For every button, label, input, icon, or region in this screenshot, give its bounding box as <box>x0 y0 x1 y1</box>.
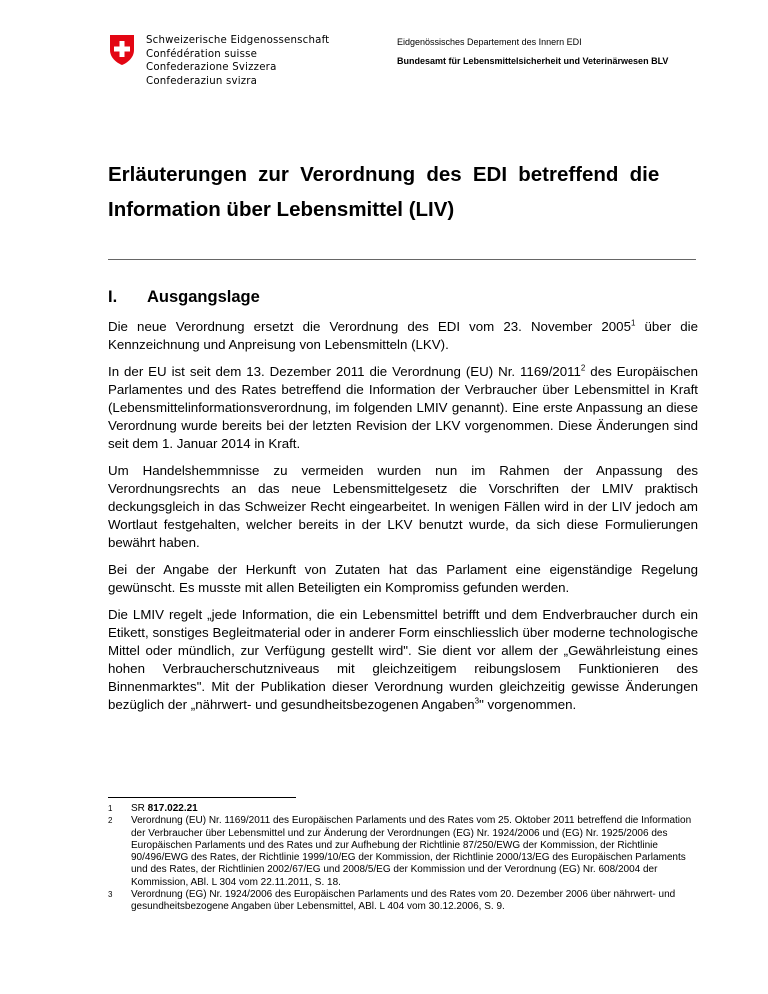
conf-name-fr: Confédération suisse <box>146 48 258 60</box>
section-number: I. <box>108 288 118 306</box>
footnote-prefix: SR <box>131 803 148 814</box>
footnote-text <box>131 803 698 815</box>
footnote-ref-1[interactable]: 1 <box>630 318 636 328</box>
paragraph-5 <box>108 606 698 714</box>
paragraph-2-text-b: des Europäischen Parlamentes und des Rates betreffend die Information der Verbraucher über Lebensmittel in Kraft (Lebensmittelinformationsverordnung, im folgenden LMIV genannt). Eine erste Anpassung an diese Verordnung wurde bereits bei der letzten Revision der LKV vorgenommen. Diese Änderungen sind seit dem 1. Januar 2014 in Kraft. <box>108 364 698 451</box>
department-name: Eidgenössisches Departement des Innern EDI <box>397 37 582 47</box>
paragraph-2-text-a: In der EU ist seit dem 13. Dezember 2011 die Verordnung (EU) Nr. 1169/2011 <box>108 364 581 379</box>
footnote-number: 3 <box>108 890 113 900</box>
body-text <box>108 318 698 723</box>
footnote-ref-3[interactable]: 3 <box>474 696 480 706</box>
office-name: Bundesamt für Lebensmittelsicherheit und Veterinärwesen BLV <box>397 56 669 66</box>
conf-name-rm: Confederaziun svizra <box>146 75 258 87</box>
footnotes <box>108 803 698 914</box>
footnote-3 <box>108 889 698 914</box>
letterhead <box>108 30 708 100</box>
paragraph-2 <box>108 363 698 453</box>
footnote-2 <box>108 815 698 889</box>
page-title <box>108 157 698 227</box>
footnote-number: 1 <box>108 804 113 813</box>
paragraph-1-text-a: Die neue Verordnung ersetzt die Verordnung des EDI vom 23. November 2005 <box>108 319 631 334</box>
conf-name-de: Schweizerische Eidgenossenschaft <box>146 35 330 46</box>
footnote-sr-number: 817.022.21 <box>147 803 198 814</box>
confederation-names <box>146 34 329 88</box>
paragraph-1 <box>108 318 698 354</box>
paragraph-4: Bei der Angabe der Herkunft von Zutaten hat das Parlament eine eigenständige Regelung gewünscht. Es musste mit allen Beteiligten ein Kompromiss gefunden werden. <box>108 562 698 595</box>
section-title: Ausgangslage <box>147 288 260 306</box>
footnote-1 <box>108 803 698 815</box>
footnote-text: Verordnung (EG) Nr. 1924/2006 des Europäischen Parlaments und des Rates vom 20. Dezember 2006 über nährwert- und gesundheitsbezogene Angaben über Lebensmittel, ABl. L 404 vom 30.12.2006, S. 9. <box>131 889 676 913</box>
title-divider <box>108 259 696 260</box>
footnote-ref-2[interactable]: 2 <box>580 363 586 373</box>
footnote-number: 2 <box>108 816 113 826</box>
title-line-1 <box>108 157 698 192</box>
conf-name-it: Confederazione Svizzera <box>146 62 277 73</box>
paragraph-3: Um Handelshemmnisse zu vermeiden wurden nun im Rahmen der Anpassung des Verordnungsrechts an das neue Lebensmittelgesetz die Vorschriften der LMIV praktisch deckungsgleich in das Schweizer Recht eingearbeitet. In wenigen Fällen wird in der LIV jedoch am Wortlaut festgehalten, welcher bereits in der LKV benutzt wurde, da sich diese Formulierungen bewährt haben. <box>108 463 698 550</box>
title-line-1-text: Erläuterungen zur Verordnung des EDI betreffend die <box>108 163 660 186</box>
footnote-text: Verordnung (EU) Nr. 1169/2011 des Europäischen Parlaments und des Rates vom 25. Oktober 2011 betreffend die Information der Verbraucher über Lebensmittel und zur Änderung der Verordnungen (EG) Nr. 1924/2006 und (EG) Nr. 1925/2006 des Europäischen Parlaments und des Rates und zur Aufhebung der Richtlinie 87/250/EWG der Kommission, der Richtlinie 90/496/EWG des Rates, der Richtlinie 1999/10/EG der Kommission, der Richtlinie 2000/13/EG des Europäischen Parlaments und des Rates, der Richtlinien 2002/67/EG und 2008/5/EG der Kommission und der Verordnung (EG) Nr. 608/2004 der Kommission, ABl. L 304 vom 22.11.2011, S. 18. <box>131 815 692 888</box>
paragraph-1-text-b: über die Kennzeichnung und Anpreisung von Lebensmitteln (LKV). <box>108 319 698 352</box>
section-heading <box>108 288 260 307</box>
paragraph-5-text-b: " vorgenommen. <box>479 697 577 712</box>
footnote-separator <box>108 797 296 798</box>
title-line-2: Information über Lebensmittel (LIV) <box>108 198 455 221</box>
swiss-crest-icon <box>108 34 136 66</box>
paragraph-5-text-a: Die LMIV regelt „jede Information, die ein Lebensmittel betrifft und dem Endverbraucher durch ein Etikett, sonstiges Begleitmaterial oder in anderer Form einschliesslich über moderne technologische Mittel oder mündlich, zur Verfügung gestellt wird". Sie dient vor allem der „Gewährleistung eines hohen Verbraucherschutzniveaus mit gleichzeitigem reibungslosem Funktionieren des Binnenmarktes". Mit der Publikation dieser Verordnung wurden gleichzeitig gewisse Änderungen bezüglich der „nährwert- und gesundheitsbezogenen Angaben <box>108 607 698 712</box>
